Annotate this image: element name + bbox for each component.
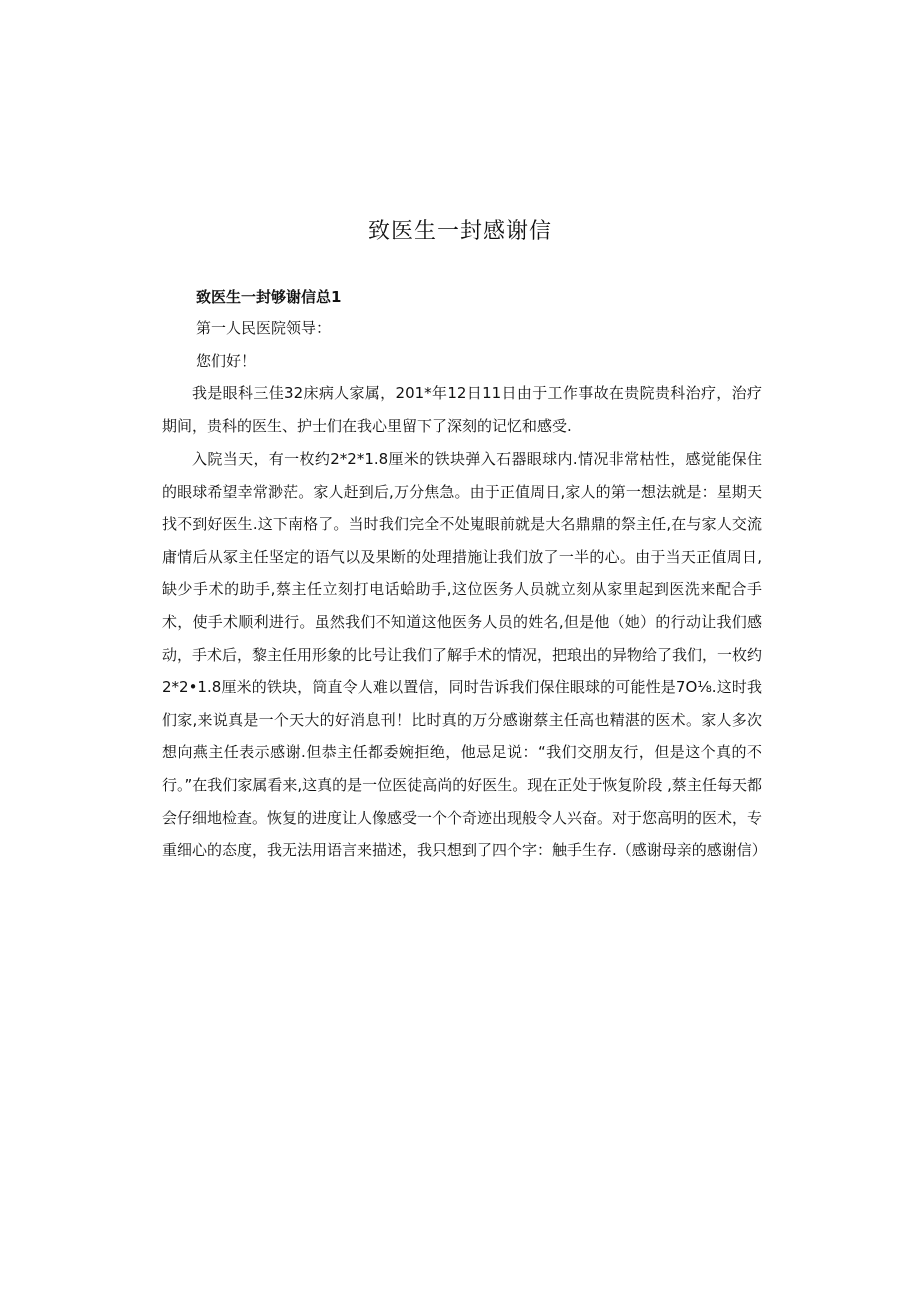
body-paragraph: 入院当天，有一枚约2*2*1.8厘米的铁块弹入石器眼球内.情况非常枯性，感觉能保住的眼球希望幸常渺茫。家人赶到后,万分焦急。由于正值周日,家人的第一想法就是：星期天找不到好医生.这下南格了。当时我们完全不处嵬眼前就是大名鼎鼎的祭主任,在与家人交流庸情后从冢主任坚定的语气以及果断的处理措施让我们放了一半的心。由于当天正值周日,缺少手术的助手,蔡主任立刻打电话蛤助手,这位医务人员就立刻从家里起到医洗来配合手术，使手术顺利进行。虽然我们不知道这他医务人员的姓名,但是他（她）的行动让我们感动，手术后，黎主任用形象的比号让我们了解手术的情况，把琅出的异物给了我们，一枚约2*2•1.8厘米的铁块，筒直令人难以置信，同时告诉我们保住眼球的可能性是7O⅛.这时我们家,来说真是一个天大的好消息刊！比时真的万分感谢蔡主任高也精湛的医术。家人多次想向燕主任表示感谢.但恭主任都委婉拒绝，他忌足说：“我们交朋友行，但是这个真的不行。”在我们家属看来,这真的是一位医徒高尚的好医生。现在正处于恢复阶段 ,蔡主任每天都会仔细地检查。恢复的进度让人像感受一个个奇迹出现般令人兴奋。对于您高明的医术，专重细心的态度，我无法用语言来描述，我只想到了四个字：触手生存.（感谢母亲的感谢信） — [162, 450, 767, 860]
salutation: 第一人民医院领导： — [196, 319, 332, 337]
document-subtitle: 致医生一封够谢信总1 — [196, 288, 342, 306]
body-paragraph: 我是眼科三佳32床病人家属，201*年12日11日由于工作事故在贵院贵科治疗，治疗期间，贵科的医生、护士们在我心里留下了深刻的记忆和感受. — [162, 384, 762, 435]
document-title: 致医生一封感谢信 — [367, 219, 552, 244]
greeting: 您们好！ — [196, 352, 257, 370]
